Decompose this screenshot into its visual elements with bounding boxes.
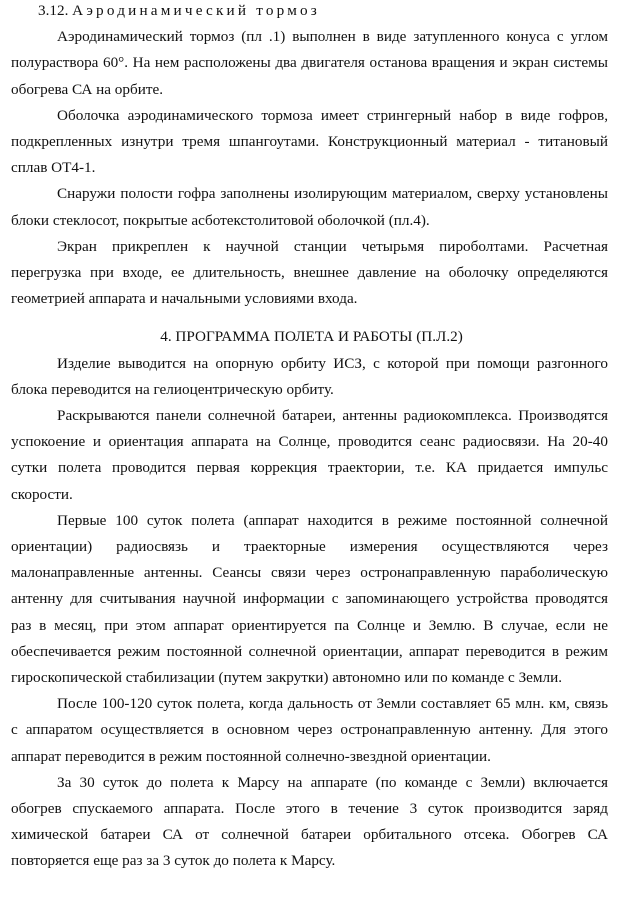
paragraph-line: обеспечивается режим постоянной солнечной ориентации, аппарат переводится в режим xyxy=(11,643,608,660)
paragraph-line: сплав ОТ4-1. xyxy=(11,159,96,176)
paragraph-line: с аппаратом осуществляется в основном через остронаправленную антенну. Для этого xyxy=(11,721,608,738)
paragraph-line: перегрузка при входе, ее длительность, внешнее давление на оболочку определяются xyxy=(11,264,608,281)
paragraph-line: подкрепленных изнутри тремя шпангоутами. Конструкционный материал - титановый xyxy=(11,133,608,150)
paragraph-line: обогрев спускаемого аппарата. После этого в течение 3 суток производится заряд xyxy=(11,800,608,817)
paragraph-line: За 30 суток до полета к Марсу на аппарате (по команде с Земли) включается xyxy=(57,774,608,791)
paragraph-line: Оболочка аэродинамического тормоза имеет стрингерный набор в виде гофров, xyxy=(57,107,608,124)
paragraph-line: гироскопической стабилизации (путем закрутки) автономно или по команде с Земли. xyxy=(11,669,563,686)
paragraph-line: скорости. xyxy=(11,486,73,503)
paragraph-line: Изделие выводится на опорную орбиту ИСЗ, с которой при помощи разгонного xyxy=(57,355,608,372)
section-heading xyxy=(38,1,598,20)
paragraph-line: ориентации) радиосвязь и траекторные измерения осуществляются через xyxy=(11,538,608,555)
section-title: 4. ПРОГРАММА ПОЛЕТА И РАБОТЫ (П.Л.2) xyxy=(160,328,463,345)
paragraph-line: повторяется еще раз за 3 суток до полета к Марсу. xyxy=(11,852,336,869)
paragraph-line: Раскрываются панели солнечной батареи, антенны радиокомплекса. Производятся xyxy=(57,407,608,424)
paragraph-line: блока переводится на гелиоцентрическую орбиту. xyxy=(11,381,334,398)
paragraph-line: блоки стеклосот, покрытые асботекстолитовой оболочкой (пл.4). xyxy=(11,212,430,229)
paragraph-line: Аэродинамический тормоз (пл .1) выполнен в виде затупленного конуса с углом xyxy=(57,28,608,45)
paragraph-line: химической батареи СА от солнечной батареи орбитального отсека. Обогрев СА xyxy=(11,826,608,843)
paragraph-line: обогрева СА на орбите. xyxy=(11,81,164,98)
paragraph-line: Снаружи полости гофра заполнены изолирующим материалом, сверху установлены xyxy=(57,185,608,202)
section-number: 3.12. xyxy=(38,2,69,19)
paragraph-line: геометрией аппарата и начальными условиями входа. xyxy=(11,290,358,307)
paragraph-line: успокоение и ориентация аппарата на Солнце, проводится сеанс радиосвязи. На 20-40 xyxy=(11,433,608,450)
paragraph-line: раз в месяц, при этом аппарат ориентируется па Солнце и Землю. В случае, если не xyxy=(11,617,608,634)
paragraph-line: После 100-120 суток полета, когда дальность от Земли составляет 65 млн. км, связь xyxy=(57,695,608,712)
paragraph-line: сутки полета проводится первая коррекция траектории, т.е. КА придается импульс xyxy=(11,459,608,476)
paragraph-line: аппарат переводится в режим постоянной солнечно-звездной ориентации. xyxy=(11,748,491,765)
paragraph-line: малонаправленные антенны. Сеансы связи через остронаправленную параболическую xyxy=(11,564,608,581)
section-title: Аэродинамический тормоз xyxy=(72,2,320,19)
paragraph-line: полураствора 60°. На нем расположены два двигателя останова вращения и экран системы xyxy=(11,54,608,71)
paragraph-line: Первые 100 суток полета (аппарат находится в режиме постоянной солнечной xyxy=(57,512,608,529)
paragraph-line: антенну для считывания научной информации с запоминающего устройства проводятся xyxy=(11,590,608,607)
paragraph-line: Экран прикреплен к научной станции четырьмя пироболтами. Расчетная xyxy=(57,238,608,255)
